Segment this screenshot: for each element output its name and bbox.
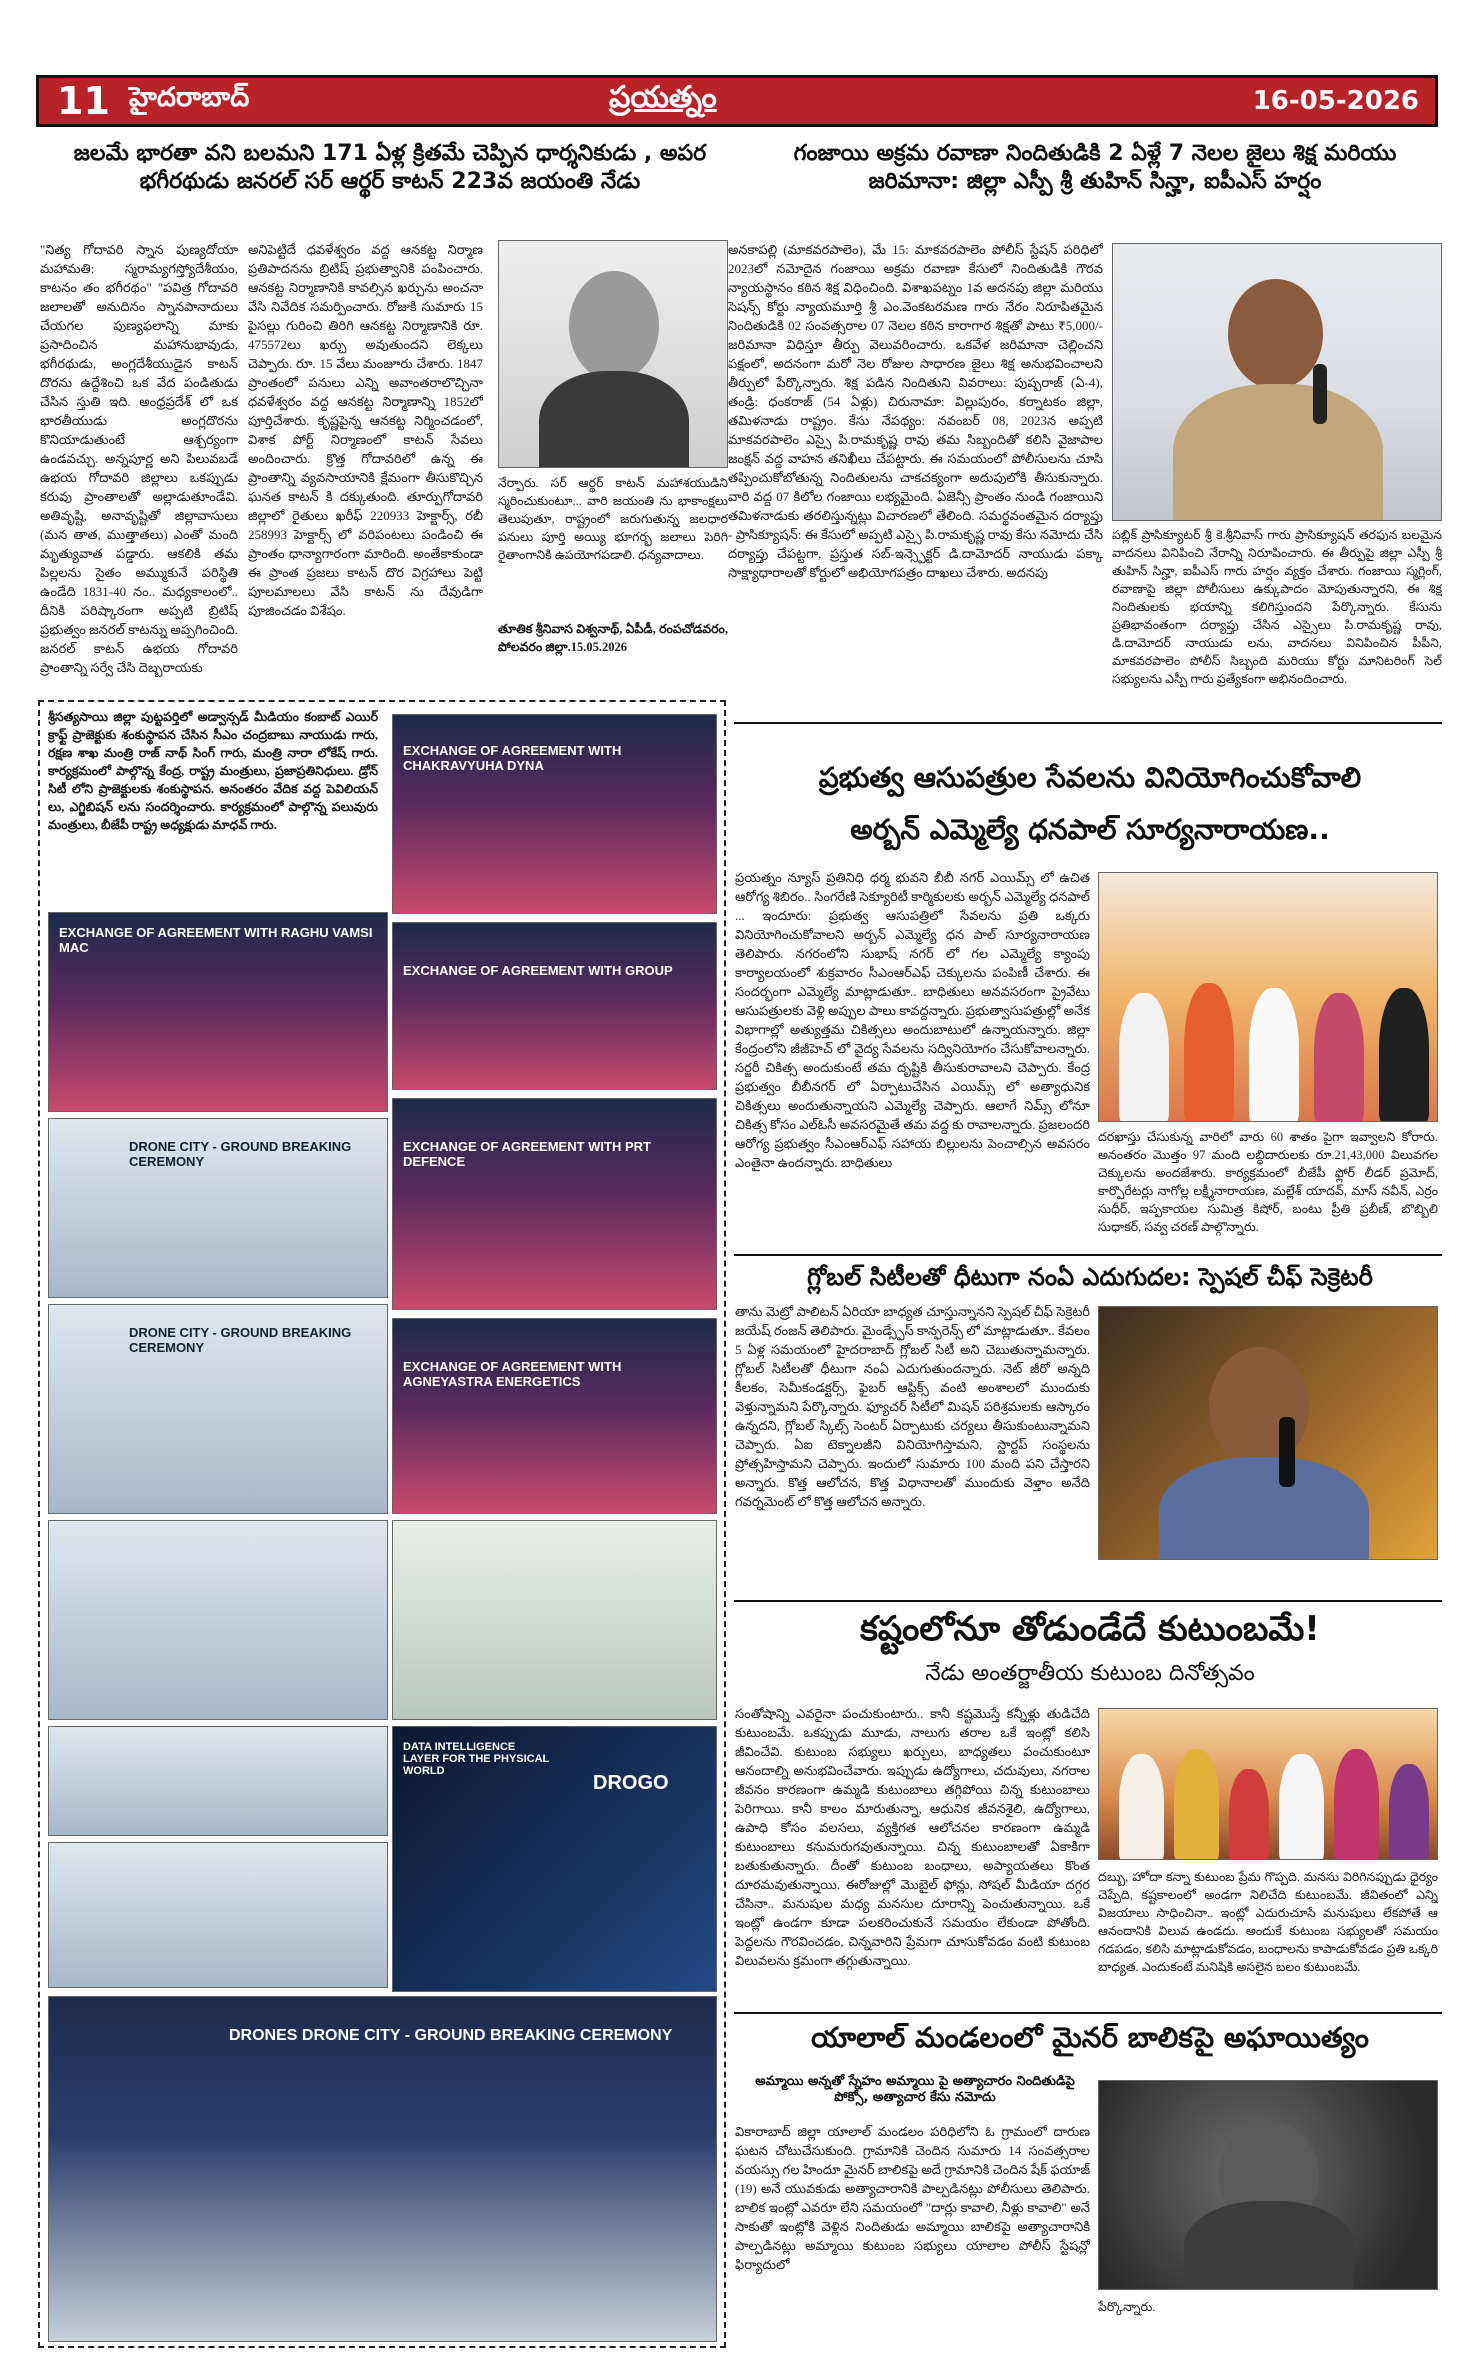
collage-banner-7: EXCHANGE OF AGREEMENT WITH AGNEYASTRA ENERGETICS [403, 1359, 622, 1389]
article5-caption: దబ్బు, హోదా కన్నా కుటుంబ ప్రేమ గొప్పది. మనసు విరిగినప్పుడు ధైర్యం చెప్పేది, కష్టకాలంలో అండగా నిలిచేది కుటుంబమే. జీవితంలో ఎన్ని విజయాలు సాధించినా.. ఇంట్లో ఎదురుచూసే మనుషులు లేకపోతే ఆ ఆనందానికి విలువ ఉండదు. అందుకే కుటుంబ సభ్యులతో సమయం గడపడం, కలిసి మాట్లాడుకోవడం, బంధాలను కాపాడుకోవడం ప్రతి ఒక్కరి బాధ్యత. ఎందుకంటే మనిషికి అసలైన బలం కుటుంబమే. [1098, 1870, 1438, 1974]
article1-body-left: "నిత్య గోదావరి స్నాన పుణ్యదోయా మహామతి: స్మరామ్యగస్త్యోదేశీయం, కాటనం తం భగీరథం" "పవిత్ర గోదావరి జలాలతో అనుదినం స్నానపానాదులు చేయగల పుణ్యఫలాన్ని మాకు ప్రసాదించిన మహానుభావుడు, భగీరథుడు, అంగ్లదేశీయుడైన కాటన్ దొరను ఉద్దేశించి ఒక వేద పండితుడు చేసిన స్తుతి ఇది. అంధ్రప్రదేశ్ లో ఒక భారతీయుడు అంగ్లదొరను కొనియాడుతుంటే ఆశ్చర్యంగా ఉండవచ్చు. అన్నపూర్ణ అని పిలువబడే ఉభయ గోదావరి జిల్లాలు ఒకప్పుడు కరువు ప్రాంతాలతో అల్లాడుతూండేవి. అతివృష్టి, అనావృష్టితో జిల్లావాసులు (మన తాత, ముత్తాతలు) ఎంతో మంది మృత్యువాత పడ్డారు. ఆకలికి తమ పిల్లలను సైతం అమ్ముకునే పరిస్థితి ఉండేది 1831-40 నం.. మధ్యకాలంలో.. దీనికి పరిష్కారంగా అప్పటి బ్రిటిష్ ప్రభుత్వం జనరల్ కాటన్ను అప్పగించింది. జనరల్ కాటన్ ఉభయ గోదావరి ప్రాంతాన్ని సర్వే చేసి దెబ్బరాయకు [40, 242, 238, 675]
article6-caption: పేర్కొన్నారు. [1098, 2300, 1156, 2314]
collage-photo-2 [48, 912, 388, 1112]
collage-photo-12 [48, 1842, 388, 1988]
collage-photo-11 [392, 1726, 717, 1992]
cotton-portrait-photo [498, 240, 728, 468]
collage-photo-3 [392, 922, 717, 1090]
article2-headline: గంజాయి అక్రమ రవాణా నిందితుడికి 2 ఏళ్లే 7 నెలల జైలు శిక్ష మరియు జరిమానా: జిల్లా ఎస్పీ శ్రీ తుహిన్ సిన్హా, ఐపీఎస్ హర్షం [793, 141, 1397, 194]
article5-subhead: నేడు అంతర్జాతీయ కుటుంబ దినోత్సవం [925, 1661, 1255, 1686]
distressed-girl-photo [1098, 2080, 1438, 2290]
collage-photo-10 [48, 1726, 388, 1836]
divider-article4 [734, 1254, 1442, 1256]
collage-photo-1 [392, 714, 717, 914]
collage-photo-7 [392, 1318, 717, 1514]
collage-banner-9: DATA INTELLIGENCE LAYER FOR THE PHYSICAL WORLD [403, 1741, 550, 1777]
article2-caption: పబ్లిక్ ప్రాసిక్యూటర్ శ్రీ కె.శ్రీనివాస్ గారు ప్రాసిక్యూషన్ తరఫున బలమైన వాదనలు వినిపించి నేరాన్ని నిరూపించారు. ఈ తీర్పుపై జిల్లా ఎస్పీ శ్రీ తుహిన్ సిన్హా, ఐపీఎస్ గారు హర్షం వ్యక్తం చేశారు. గంజాయి స్మగ్లింగ్, రవాణాపై జిల్లా పోలీసులు ఉక్కుపాదం మోపుతున్నారని, ఈ శిక్ష నిందితులకు భయాన్ని కలిగిస్తుందని పేర్కొన్నారు. కేసును ప్రతిభావంతంగా దర్యాప్తు చేసిన ఎస్సైలు పి.రామకృష్ణ రావు, డి.దామోదర్ నాయుడు లను, వాదనలు వినిపించిన పీపీని, మాకవరపాలెం పోలీస్ సిబ్బంది మరియు కోర్టు మానిటరింగ్ సెల్ సభ్యులను ఎస్పీ గారు ప్రత్యేకంగా అభినందించారు. [1112, 528, 1442, 686]
article5-headline: కష్టంలోనూ తోడుండేదే కుటుంబమే! [860, 1609, 1320, 1649]
collage-photo-5 [392, 1098, 717, 1310]
article1-body-right: అనిపెట్టిదే ధవళేశ్వరం వద్ద ఆనకట్ట నిర్మాణ ప్రతిపాదనను బ్రిటిష్ ప్రభుత్వానికి పంపించారు. ఆనకట్ట నిర్మాణానికి కావల్సిన ఖర్చును అంచనా వేసి నివేదిక సమర్పించారు. రోజుకి సుమారు 15 పైసల్లు గురించి తిరిగి ఆనకట్ట నిర్మాణానికి రూ. 475572లు ఖర్చు అవుతుందని లెక్కలు చెప్పారు. రూ. 15 వేలు మంజూరు చేశారు. 1847 ప్రాంతంలో పనులు ఎన్ని అవాంతరాలొచ్చినా ధవళేశ్వరం వద్ద ఆనకట్ట నిర్మాణాన్ని 1852లో పూర్తిచేశారు. కృష్ణపైన్న ఆనకట్ట నిర్మించడంలో, విశాక పోర్ట్ నిర్మాణంలో కాటన్ సేవలు అందించారు. క్రొత్త గోదావరిలో ఉన్న ఈ ప్రాంతాన్ని వ్యవసాయానికి క్షేమంగా తీసుకొచ్చిన ఘనత కాటన్ కి దక్కుతుంది. తూర్పుగోదావరి జిల్లాలో రైతులు ఖరీఫ్ 220933 హెక్టార్స్, రబీ 258993 హెక్టార్స్ లో వరిపంటలు పండించి ఈ ప్రాంతం ధాన్యాగారంగా మారింది. అంతేకాకుండా ఈ ప్రాంత ప్రజలు కాటన్ దొర విగ్రహాలు పెట్టి పూలమాలలు వేసి కాటన్ ను దేవుడిగా పూజించడం విశేషం. [248, 242, 483, 618]
article3-body: ప్రయత్నం న్యూస్ ప్రతినిధి ధర్మ భువని బీబీ నగర్ ఎయిమ్స్ లో ఉచిత ఆరోగ్య శిబిరం.. సింగరేణి సెక్యూరిటీ కార్మికులకు అర్బన్ ఎమ్మెల్యే ధనపాల్ ... ఇందూరు: ప్రభుత్వ ఆసుపత్రిలో సేవలను ప్రతి ఒక్కరు వినియోగించుకోవాలని అర్బన్ ఎమ్మెల్యే ధన పాల్ సూర్యనారాయణ తెలిపారు. నగరంలోని సుభాష్ నగర్ లో గల ఎమ్మెల్యే క్యాంపు కార్యాలయంలో శుక్రవారం సీఎంఆర్ఎఫ్ చెక్కులను పంపిణీ చేశారు. ఈ సందర్భంగా ఎమ్మెల్యే మాట్లాడుతూ.. బాధితులు అనవసరంగా ప్రైవేటు ఆసుపత్రులకు వెళ్లి అప్పుల పాలు కావద్దన్నారు. ప్రభుత్వాసుపత్రుల్లో అనేక విభాగాల్లో అత్యుత్తమ చికిత్సలు అందుబాటులో ఉన్నాయన్నారు. జిల్లా కేంద్రంలోని జీజీహెచ్ లో వైద్య సేవలను సద్వినియోగం చేసుకోవాలన్నారు. సర్జరీ చికిత్స అందుకుంటే తమ దృష్టికి తీసుకురావాలని చెప్పారు. కేంద్ర ప్రభుత్వం బీబీనగర్ లో ఏర్పాటుచేసిన ఎయిమ్స్ లో అత్యాధునిక చికిత్సలు అందుతున్నాయని ఎమ్మెల్యే చెప్పారు. ఆలాగే నిమ్స్ లోనూ చికిత్స కోసం ఎల్ఓసీ అవసరమైతే తమ వద్ద కు రావాలన్నారు. ప్రజలందరి ఆరోగ్య ప్రభుత్వం సీఎంఆర్ఎఫ్ సహాయ బిల్లులను పెంచాల్సిన అవసరం ఎంతైనా ఉందన్నారు. బాధితులు [735, 870, 1090, 1170]
divider-article3 [734, 722, 1442, 724]
collage-banner-8: DROGO [593, 1772, 669, 1794]
article5-body: సంతోషాన్ని ఎవరైనా పంచుకుంటారు.. కానీ కష్టమొస్తే కన్నీళ్లు తుడిచేది కుటుంబమే. ఒకప్పుడు మూడు, నాలుగు తరాల ఒకే ఇంట్లో కలిసి జీవించేవి. కుటుంబ సభ్యులు ఖర్చులు, బాధ్యతలు పంచుకుంటూ ఆనందాల్ని అనుభవించేవారు. ఇప్పుడు ఉద్యోగాలు, చదువులు, నగరాల జీవనం కారణంగా ఉమ్మడి కుటుంబాలు తగ్గిపోయి చిన్న కుటుంబాలు పెరిగాయి. కానీ కాలం మారుతున్నా, ఆధునిక జీవనశైలి, ఉద్యోగాలు, ఉపాధి కోసం వలసలు, వ్యక్తిగత ఆలోచనల కారణంగా ఉమ్మడి కుటుంబాలు కనుమరుగవుతున్నాయి. చిన్న కుటుంబాలతో ఏకాకిగా బతుకుతున్నారు. దీంతో కుటుంబ బంధాలు, అప్యాయతలు కొంత దూరమవుతున్నాయి. ఈరోజుల్లో మొబైల్ ఫోన్లు, సోషల్ మీడియా దగ్గర చేసినా.. మనుషుల మధ్య మనసుల దూరాన్ని పెంచుతున్నాయి. ఒకే ఇంట్లో ఉండగా కూడా పలకరించుకునే సమయం లేకుండా పోతోంది. పెద్దలను గౌరవించడం, చిన్నవారిని ప్రేమగా చూసుకోవడం వంటి కుటుంబ విలువలను క్రమంగా తగ్గుతున్నాయి. [735, 1706, 1090, 1968]
collage-photo-8 [48, 1520, 388, 1720]
page-number: 11 [57, 79, 110, 123]
article3-caption: దరఖాస్తు చేసుకున్న వారిలో వారు 60 శాతం పైగా ఇవ్వాలని కోరారు. అనంతరం మొత్తం 97 మంది లబ్ధిదారులకు రూ.21,43,000 విలువగల చెక్కులను అందజేశారు. కార్యక్రమంలో బీజేపీ ఫ్లోర్ లీడర్ ప్రమోద్, కార్పొరేటర్లు నాగోల్ల లక్ష్మీనారాయణ, మల్లేశ్ యాదవ్, మాస్ నవీన్, ఎర్రం సుధీర్, ఇప్పకాయల సుమిత్ర కిషోర్, బంటు ప్రీతి ప్రబీణ్, బొబ్బిలి సుధాకర్, సవ్వ చరణ్ పాల్గొన్నారు. [1098, 1130, 1438, 1234]
article1-caption: నేర్పారు. సర్ ఆర్థర్ కాటన్ మహాశయుడిని స్మరించుకుంటూ... వారి జయంతి ను భాకాంక్షలు తెలుపుతూ, రాష్ట్రంలో జరుగుతున్న జలధార పనులు పూర్తి అయ్యి భూగర్భ జలాలు పెరిగి రైతాంగానికి ఉపయోగపడాలి. ధన్యవాదాలు. [498, 476, 728, 562]
family-photo [1098, 1708, 1438, 1860]
article1-headline: జలమే భారతా వని బలమని 171 ఏళ్ల క్రితమే చెప్పిన ధార్శనికుడు , అపర భగీరథుడు జనరల్ సర్ ఆర్థర్ కాటన్ 223వ జయంతి నేడు [73, 141, 707, 194]
masthead [36, 75, 1438, 127]
collage-banner-4: EXCHANGE OF AGREEMENT WITH PRT DEFENCE [403, 1139, 651, 1169]
collage-photo-6 [48, 1304, 388, 1514]
divider-article6 [734, 2012, 1442, 2014]
sp-officer-photo [1112, 243, 1442, 521]
collage-banner-3: EXCHANGE OF AGREEMENT WITH GROUP [403, 963, 673, 978]
article6-headline: యాలాల్ మండలంలో మైనర్ బాలికపై అఘాయిత్యం [811, 2021, 1369, 2054]
city-name: హైదరాబాద్ [129, 82, 250, 113]
collage-banner-1: EXCHANGE OF AGREEMENT WITH CHAKRAVYUHA DYNA [403, 743, 622, 773]
collage-photo-9 [392, 1520, 717, 1720]
divider-article5 [734, 1600, 1442, 1602]
collage-photo-4 [48, 1118, 388, 1298]
collage-photo-13 [48, 1996, 717, 2342]
article3-headline-line1: ప్రభుత్వ ఆసుపత్రుల సేవలను వినియోగించుకోవాలి [818, 761, 1362, 794]
hospital-cheque-photo [1098, 872, 1438, 1122]
article4-body: తాను మెట్రో పాలిటన్ ఏరియా బాధ్యత చూస్తున్నానని స్పెషల్ చీఫ్ సెక్రెటరీ జయేష్ రంజన్ తెలిపారు. మైండ్స్పేస్ కాన్ఫరెన్స్ లో మాట్లాడుతూ.. కేవలం 5 ఏళ్ల సమయంలో హైదరాబాద్ గ్లోబల్ సిటీ అని చెబుతున్నామన్నారు. గ్లోబల్ సిటీలతో ధీటుగా నంఏ ఎదుగుతుందన్నారు. నెట్ జీరో అన్నది కీలకం, సెమీకండక్టర్స్, ఫైబర్ ఆప్టిక్స్ వంటి అంశాలలో ముందుకు వెళ్తున్నామని పేర్కొన్నారు. ఫ్యూచర్ సిటీలో మిషన్ పరిశ్రమలకు ఆస్కారం ఉన్నదని, గ్లోబల్ స్కిల్స్ సెంటర్ ఏర్పాటుకు చర్యలు తీసుకుంటున్నామని చెప్పారు. ఏఐ టెక్నాలజీని వినియోగిస్తామని, స్టార్టప్ సంస్థలను ప్రోత్సహిస్తామని చెప్పారు. ఇందులో సుమారు 100 మంది పని చేస్తారని అన్నారు. కొత్త ఆలోచన, కొత్త విధానాలతో ముందుకు వెళ్తాం అనేది గవర్నమెంట్ లో కొత్త ఆలోచన అన్నారు. [735, 1304, 1090, 1509]
article4-headline: గ్లోబల్ సిటీలతో ధీటుగా నంఏ ఎదుగుదల: స్పెషల్ చీఫ్ సెక్రెటరీ [807, 1263, 1373, 1291]
article3-headline-line2: అర్బన్ ఎమ్మెల్యే ధనపాల్ సూర్యనారాయణ.. [850, 813, 1330, 846]
issue-date: 16-05-2026 [1252, 86, 1419, 116]
article6-body: వికారాబాద్ జిల్లా యాలాల్ మండలం పరిధిలోని ఓ గ్రామంలో దారుణ ఘటన చోటుచేసుకుంది. గ్రామానికి చెందిన సుమారు 14 సంవత్సరాల వయస్సు గల హిందూ మైనర్ బాలికపై అదే గ్రామానికి చెందిన షేక్ ఫయాజ్ (19) అనే యువకుడు అత్యాచారానికి పాల్పడినట్లు పోలీసులు తెలిపారు. బాలిక ఇంట్లో ఎవరూ లేని సమయంలో "దార్లు కావాలి, నీళ్లు కావాలి" అనే సాకుతో ఇంట్లోకి వెళ్లిన నిందితుడు అమ్మాయి బాలికపై అత్యాచారానికి పాల్పడినట్లు అమ్మాయి కుటుంబ సభ్యులు యాలాల పోలీస్ స్టేషన్లో ఫిర్యాదులో [735, 2124, 1090, 2272]
collage-banner-5: DRONE CITY - GROUND BREAKING CEREMONY [129, 1139, 352, 1169]
article6-subhead: అమ్మాయి అన్నతో స్నేహం అమ్మాయి పై అత్యాచారం నిందితుడిపై పోక్సో, అత్యాచార కేసు నమోదు [755, 2074, 1075, 2106]
collage-banner-10: DRONES DRONE CITY - GROUND BREAKING CEREMONY [229, 2027, 673, 2044]
special-chief-secretary-photo [1098, 1306, 1438, 1560]
collage-caption: శ్రీసత్యసాయి జిల్లా పుట్టపర్తిలో అడ్వాన్సడ్ మీడియం కంబాట్ ఎయిర్ క్రాఫ్ట్ ప్రాజెక్టుకు శంకుస్థాపన చేసిన సీఎం చంద్రబాబు నాయుడు గారు, రక్షణ శాఖ మంత్రి రాజ్ నాథ్ సింగ్ గారు, మంత్రి నారా లోకేష్ గారు. కార్యక్రమంలో పాల్గొన్న కేంద్ర, రాష్ట్ర మంత్రులు, ప్రజాప్రతినిధులు. డ్రోన్ సిటీ లోని ప్రాజెక్టులకు శంకుస్థాపన. అనంతరం వేదిక వద్ద పెవిలియన్ లు, ఎగ్జిబిషన్ లను సందర్శించారు. కార్యక్రమంలో పాల్గొన్న పలువురు మంత్రులు, బీజేపీ రాష్ట్ర అధ్యక్షుడు మాధవ్ గారు. [48, 710, 378, 832]
collage-banner-2: EXCHANGE OF AGREEMENT WITH RAGHU VAMSI MAC [59, 925, 373, 955]
collage-banner-6: DRONE CITY - GROUND BREAKING CEREMONY [129, 1325, 352, 1355]
newspaper-title: ప్రయత్నం [609, 80, 717, 115]
article2-body: అనకాపల్లి (మాకవరపాలెం), మే 15: మాకవరపాలెం పోలీస్ స్టేషన్ పరిధిలో 2023లో నమోదైన గంజాయి అక్రమ రవాణా కేసులో నిందితుడికి గౌరవ న్యాయస్థానం కఠిన శిక్ష విధించింది. విశాఖపట్నం 1వ అదనపు జిల్లా మరియు సెషన్స్ కోర్టు న్యాయమూర్తి శ్రీ ఎం.వెంకటరమణ గారు నేరం నిరూపితమైన నిందితుడికి 02 సంవత్సరాల 07 నెలల కఠిన కారాగార శిక్షతో పాటు ₹5,000/- జరిమానా విధిస్తూ తీర్పు వెలువరించారు. ఒకవేళ జరిమానా చెల్లించని పక్షంలో, అదనంగా మరో నెల రోజుల సాధారణ జైలు శిక్ష అనుభవించాలని తీర్పులో పేర్కొన్నారు. శిక్ష పడిన నిందితుని వివరాలు: పుష్పరాజ్ (ఏ-4), తండ్రి: ధంకరాజ్ (54 ఏళ్లు) చిరునామా: విల్లుపురం, కర్నాటకం జిల్లా, తమిళనాడు రాష్ట్రం. కేసు నేపథ్యం: నవంబర్ 08, 2023న అప్పటి మాకవరపాలెం ఎస్సై పి.రామకృష్ణ రావు తమ సిబ్బందితో కలిసి వైజాపాల జంక్షన్ వద్ద వాహన తనిఖీలు చేపట్టారు. ఈ సమయంలో పోలీసులను చూసి తప్పించుకోబోతున్న నిందితులను చాకచక్యంగా అదుపులోకి తీసుకున్నారు. వారి వద్ద 07 కిలోల గంజాయి లభ్యమైంది. ఏజెన్సీ ప్రాంతం నుండి గంజాయిని తమిళనాడుకు తరలిస్తున్నట్లు విచారణలో తేలింది. సమర్థవంతమైన దర్యాప్తు - ప్రాసిక్యూషన్: ఈ కేసులో అప్పటి ఎస్సై పి.రామకృష్ణ రావు కేసు నమోదు చేసి దర్యాప్తు చేపట్టగా, ప్రస్తుత సబ్-ఇన్స్పెక్టర్ డి.దామోదర్ నాయుడు పక్కా సాక్ష్యాధారాలతో కోర్టులో అభియోగపత్రం దాఖలు చేశారు. అదనపు [728, 242, 1103, 580]
article1-signature: తూతిక శ్రీనివాస విశ్వనాథ్, ఏపీడీ, రంపచోడవరం, పోలవరం జిల్లా.15.05.2026 [498, 622, 728, 654]
